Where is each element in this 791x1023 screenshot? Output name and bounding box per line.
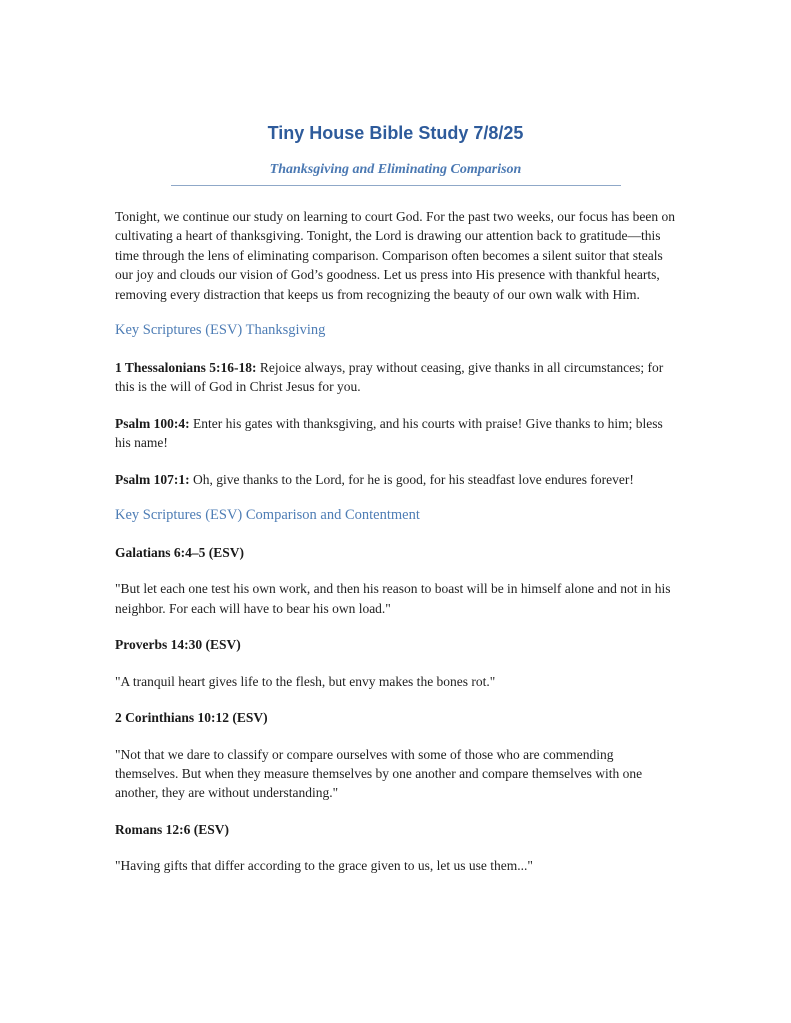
scripture-quote: "Having gifts that differ according to the grace given to us, let us use them..." bbox=[115, 858, 533, 874]
section-heading-comparison: Key Scriptures (ESV) Comparison and Contentment bbox=[115, 507, 420, 524]
scripture-ref: Psalm 100:4: bbox=[115, 415, 190, 431]
page-title: Tiny House Bible Study 7/8/25 bbox=[267, 123, 524, 143]
section-heading-thanksgiving: Key Scriptures (ESV) Thanksgiving bbox=[115, 322, 326, 339]
scripture-ref: 1 Thessalonians 5:16-18: bbox=[115, 360, 257, 376]
scripture-entry bbox=[115, 470, 676, 489]
subtitle-rule bbox=[171, 161, 621, 186]
scripture-ref: Romans 12:6 (ESV) bbox=[115, 821, 230, 837]
scripture-entry bbox=[115, 358, 676, 397]
scripture-ref: Proverbs 14:30 (ESV) bbox=[115, 637, 241, 653]
intro-paragraph: Tonight, we continue our study on learning to court God. For the past two weeks, our focus has been on cultivating a heart of thanksgiving. Tonight, the Lord is drawing our attention back to gratitude—this time through the lens of eliminating comparison. Comparison often becomes a silent suitor that steals our joy and clouds our vision of God’s goodness. Let us press into His presence with thankful hearts, removing every distraction that keeps us from recognizing the beauty of our own walk with Him. bbox=[115, 209, 675, 302]
scripture-ref: Psalm 107:1: bbox=[115, 471, 190, 487]
scripture-text: Enter his gates with thanksgiving, and his courts with praise! Give thanks to him; bless his name! bbox=[115, 415, 663, 451]
scripture-text: Rejoice always, pray without ceasing, give thanks in all circumstances; for this is the will of God in Christ Jesus for you. bbox=[115, 360, 664, 395]
scripture-quote: "But let each one test his own work, and then his reason to boast will be in himself alone and not in his neighbor. For each will have to bear his own load." bbox=[115, 581, 671, 616]
scripture-entry bbox=[115, 414, 676, 453]
page-subtitle: Thanksgiving and Eliminating Comparison bbox=[269, 162, 522, 177]
scripture-ref: 2 Corinthians 10:12 (ESV) bbox=[115, 710, 268, 726]
scripture-ref: Galatians 6:4–5 (ESV) bbox=[115, 545, 245, 561]
scripture-text: Oh, give thanks to the Lord, for he is good, for his steadfast love endures forever! bbox=[193, 471, 634, 487]
scripture-quote: "Not that we dare to classify or compare ourselves with some of those who are commending themselves. But when they measure themselves by one another and compare themselves with one another, they are without understanding." bbox=[115, 746, 643, 801]
scripture-quote: "A tranquil heart gives life to the flesh, but envy makes the bones rot." bbox=[115, 673, 496, 689]
